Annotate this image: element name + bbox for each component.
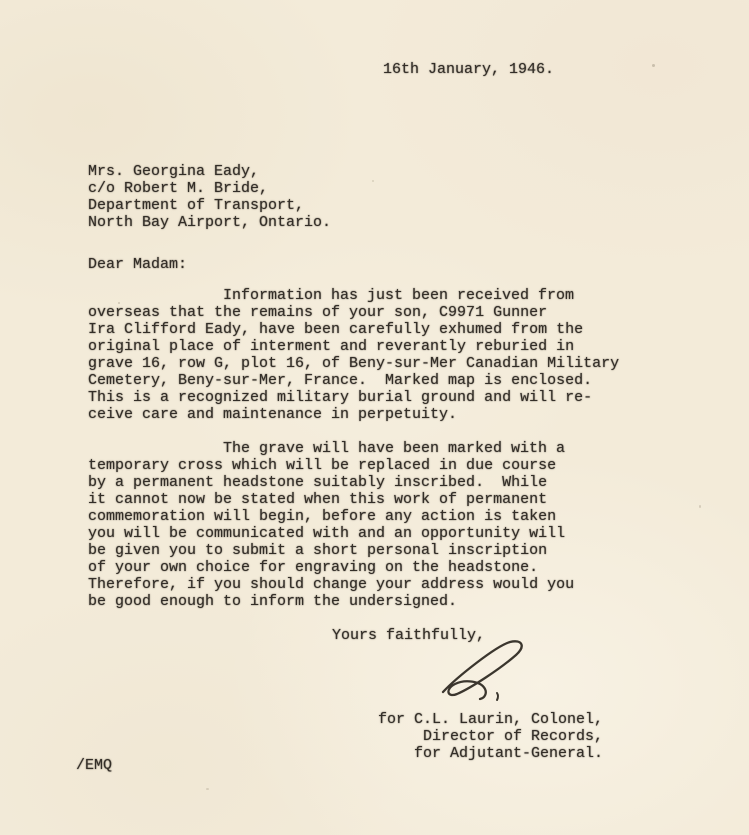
recipient-address [88,163,331,231]
paragraph-line: Cemetery, Beny-sur-Mer, France. Marked map is enclosed. [88,372,593,389]
valediction: Yours faithfully, [332,627,486,644]
paragraph-line: Therefore, if you should change your address would you [88,576,575,593]
paragraph-line: temporary cross which will be replaced in due course [88,457,557,474]
paper-speck [118,302,120,304]
paragraph-1 [88,287,619,423]
paragraph-line: Information has just been received from [223,287,575,304]
paragraph-line: by a permanent headstone suitably inscribed. While [88,474,548,491]
paragraph-line: Ira Clifford Eady, have been carefully exhumed from the [88,321,584,338]
paragraph-line: overseas that the remains of your son, C9971 Gunner [88,304,548,321]
address-line: Department of Transport, [88,197,305,214]
salutation: Dear Madam: [88,256,188,273]
letter-date: 16th January, 1946. [383,61,555,78]
address-line: Mrs. Georgina Eady, [88,163,260,180]
typist-initials: /EMQ [76,757,113,774]
paragraph-line: it cannot now be stated when this work of permanent [88,491,548,508]
paragraph-line: ceive care and maintenance in perpetuity. [88,406,458,423]
paragraph-line: This is a recognized military burial ground and will re- [88,389,593,406]
paragraph-line: be given you to submit a short personal inscription [88,542,548,559]
paragraph-line: of your own choice for engraving on the headstone. [88,559,539,576]
paragraph-2 [88,440,574,610]
address-line: c/o Robert M. Bride, [88,180,269,197]
paragraph-line: grave 16, row G, plot 16, of Beny-sur-Mer Canadian Military [88,355,620,372]
address-line: North Bay Airport, Ontario. [88,214,332,231]
signer-line: for C.L. Laurin, Colonel, [377,711,603,728]
paper-speck [652,64,655,67]
signer-line: for Adjutant-General. [413,745,603,762]
paragraph-line: original place of interment and reverantly reburied in [88,338,575,355]
signer-line: Director of Records, [422,728,603,745]
paper-speck [372,180,374,182]
paragraph-line: be good enough to inform the undersigned. [88,593,458,610]
paper-speck [699,505,701,508]
paragraph-line: you will be communicated with and an opportunity will [88,525,566,542]
paragraph-line: commemoration will begin, before any action is taken [88,508,557,525]
signature-block [378,711,603,762]
paper-speck [206,788,209,790]
signature-flourish [430,634,546,710]
paragraph-line: The grave will have been marked with a [223,440,566,457]
